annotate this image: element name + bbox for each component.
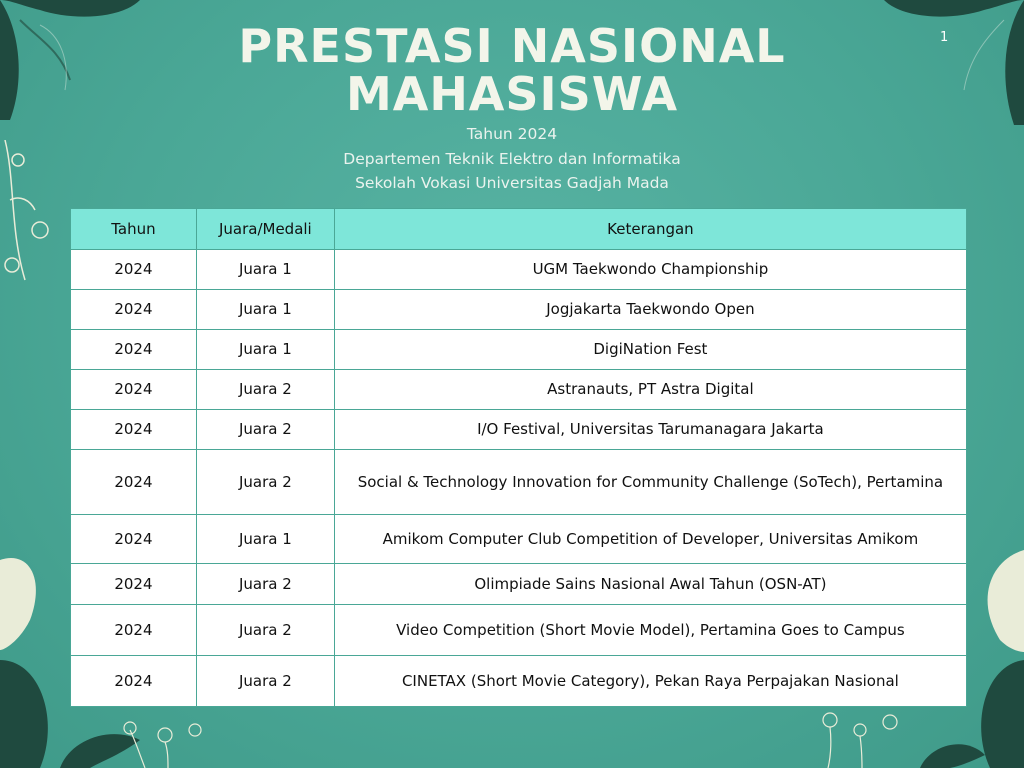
cell-rank: Juara 2 xyxy=(196,370,334,410)
cell-description: Olimpiade Sains Nasional Awal Tahun (OSN-AT) xyxy=(334,564,966,605)
table-row xyxy=(71,290,967,330)
cell-description: UGM Taekwondo Championship xyxy=(334,250,966,290)
table-row xyxy=(71,515,967,564)
cell-year: 2024 xyxy=(71,450,197,515)
table-row xyxy=(71,250,967,290)
achievements-table xyxy=(70,208,967,707)
subtitle-year: Tahun 2024 xyxy=(466,125,558,143)
subtitle-school: Sekolah Vokasi Universitas Gadjah Mada xyxy=(355,174,669,192)
cell-description: Social & Technology Innovation for Community Challenge (SoTech), Pertamina xyxy=(334,450,966,515)
cell-description: Video Competition (Short Movie Model), Pertamina Goes to Campus xyxy=(334,605,966,656)
cell-year: 2024 xyxy=(71,290,197,330)
table-row xyxy=(71,656,967,707)
header-rank: Juara/Medali xyxy=(196,209,334,250)
table-row xyxy=(71,564,967,605)
cell-rank: Juara 1 xyxy=(196,330,334,370)
cell-rank: Juara 1 xyxy=(196,515,334,564)
cell-rank: Juara 2 xyxy=(196,605,334,656)
cell-rank: Juara 2 xyxy=(196,564,334,605)
cell-year: 2024 xyxy=(71,564,197,605)
table-row xyxy=(71,450,967,515)
cell-rank: Juara 1 xyxy=(196,290,334,330)
header-description: Keterangan xyxy=(334,209,966,250)
page-number: 1 xyxy=(940,30,949,45)
cell-year: 2024 xyxy=(71,605,197,656)
title-line-2: MAHASISWA xyxy=(345,67,679,121)
title-line-1: PRESTASI NASIONAL xyxy=(238,19,786,73)
cell-year: 2024 xyxy=(71,330,197,370)
page-title xyxy=(0,19,1024,121)
cell-description: Jogjakarta Taekwondo Open xyxy=(334,290,966,330)
cell-year: 2024 xyxy=(71,410,197,450)
cell-rank: Juara 2 xyxy=(196,656,334,707)
table-row xyxy=(71,330,967,370)
cell-description: I/O Festival, Universitas Tarumanagara Jakarta xyxy=(334,410,966,450)
cell-year: 2024 xyxy=(71,515,197,564)
header-year: Tahun xyxy=(71,209,197,250)
table-row xyxy=(71,605,967,656)
cell-description: DigiNation Fest xyxy=(334,330,966,370)
table-row xyxy=(71,410,967,450)
subtitle-department: Departemen Teknik Elektro dan Informatika xyxy=(343,150,681,168)
cell-year: 2024 xyxy=(71,656,197,707)
cell-description: Amikom Computer Club Competition of Developer, Universitas Amikom xyxy=(334,515,966,564)
cell-description: CINETAX (Short Movie Category), Pekan Raya Perpajakan Nasional xyxy=(334,656,966,707)
cell-description: Astranauts, PT Astra Digital xyxy=(334,370,966,410)
cell-rank: Juara 2 xyxy=(196,410,334,450)
cell-rank: Juara 1 xyxy=(196,250,334,290)
cell-year: 2024 xyxy=(71,250,197,290)
cell-rank: Juara 2 xyxy=(196,450,334,515)
table-row xyxy=(71,370,967,410)
cell-year: 2024 xyxy=(71,370,197,410)
table-header-row xyxy=(71,209,967,250)
